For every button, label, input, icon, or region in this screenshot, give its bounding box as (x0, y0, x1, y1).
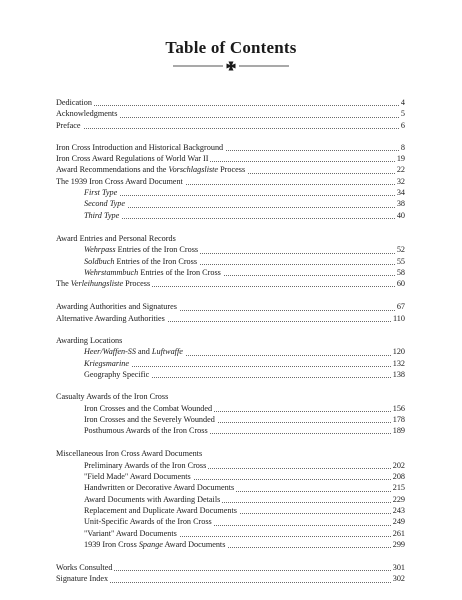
toc-section-heading: Casualty Awards of the Iron Cross (56, 392, 169, 402)
toc-entry[interactable] (56, 516, 405, 527)
page-title: Table of Contents (165, 38, 297, 57)
toc-entry-label: Acknowledgments (56, 109, 118, 119)
toc-page-number: 60 (396, 279, 405, 289)
toc-entry[interactable] (56, 278, 405, 289)
toc-entry-label: Iron Cross Introduction and Historical Background (56, 142, 224, 152)
toc-page-number: 58 (396, 267, 405, 277)
toc-entry[interactable] (56, 164, 405, 175)
toc-page-number: 249 (392, 517, 405, 527)
toc-entry-label: Award Documents with Awarding Details (56, 495, 222, 504)
toc-section-heading: Awarding Locations (56, 336, 123, 346)
toc-page-number: 52 (396, 245, 405, 255)
toc-entry[interactable] (56, 482, 405, 493)
toc-entry-label: Dedication (56, 98, 92, 107)
toc-page-number: 229 (392, 494, 405, 504)
toc-entry-label: Works Consulted (56, 563, 113, 573)
toc-entry[interactable] (56, 142, 405, 153)
toc-entry[interactable] (56, 313, 405, 324)
toc-entry[interactable] (56, 108, 405, 119)
toc-entry[interactable] (56, 187, 405, 198)
toc-entry[interactable] (56, 244, 405, 255)
toc-entry-label: Preliminary Awards of the Iron Cross (56, 461, 208, 470)
toc-page-number: 243 (392, 505, 405, 515)
toc-entry[interactable] (56, 494, 405, 505)
toc-page-number: 55 (396, 256, 405, 266)
toc-entry-label: Soldbuch Entries of the Iron Cross (56, 257, 199, 266)
toc-entry[interactable] (56, 528, 405, 539)
toc-page-number: 299 (392, 539, 405, 549)
toc-entry[interactable] (56, 573, 405, 584)
toc-entry[interactable] (56, 176, 405, 187)
toc-page-number: 202 (392, 460, 405, 470)
toc-page-number: 110 (393, 313, 405, 323)
toc-page-number: 120 (392, 347, 405, 357)
toc-page-number: 189 (392, 426, 405, 436)
toc-entry-label: 1939 Iron Cross Spange Award Documents (56, 540, 227, 549)
toc-page-number: 40 (396, 210, 405, 220)
toc-entry-label: "Field Made" Award Documents (56, 472, 193, 481)
toc-page-number: 8 (400, 142, 405, 152)
toc-page-number: 6 (400, 120, 405, 130)
leader-dots (56, 105, 405, 106)
toc-entry-label: Wehrpass Entries of the Iron Cross (56, 245, 200, 254)
toc-entry-label: Replacement and Duplicate Award Documents (56, 506, 239, 515)
toc-page-number: 34 (396, 188, 405, 198)
toc-entry-label: The 1939 Iron Cross Award Document (56, 176, 183, 186)
toc-entry[interactable] (56, 414, 405, 425)
toc-entry[interactable] (56, 120, 405, 131)
toc-entry-label: Geography Specific (56, 370, 151, 379)
toc-entry-label: Award Recommendations and the Vorschlagsliste Process (56, 165, 246, 175)
toc-page-number: 138 (392, 369, 405, 379)
iron-cross-ornament-icon (171, 60, 291, 72)
toc-page-number: 38 (396, 199, 405, 209)
toc-entry[interactable] (56, 153, 405, 164)
toc-section-heading: Miscellaneous Iron Cross Award Documents (56, 449, 203, 459)
toc-entry-label: "Variant" Award Documents (56, 529, 179, 538)
toc-entry-label: Iron Cross Award Regulations of World War II (56, 154, 209, 164)
toc-entry-label: Second Type (56, 199, 127, 208)
toc-entry[interactable] (56, 471, 405, 482)
toc-entry-label: Iron Crosses and the Severely Wounded (56, 415, 217, 424)
toc-entry[interactable] (56, 198, 405, 209)
toc-entry-label: Wehrstammbuch Entries of the Iron Cross (56, 268, 223, 277)
toc-entry[interactable] (56, 460, 405, 471)
toc-entry-label: Third Type (56, 211, 121, 220)
toc-entry[interactable] (56, 539, 405, 550)
toc-entry[interactable] (56, 346, 405, 357)
toc-page-number: 5 (400, 109, 405, 119)
toc-page-number: 215 (392, 483, 405, 493)
toc-page-number: 19 (396, 154, 405, 164)
leader-dots (56, 128, 405, 129)
toc-entry[interactable] (56, 403, 405, 414)
toc-entry-label: Unit-Specific Awards of the Iron Cross (56, 517, 214, 526)
toc-page-number: 4 (400, 98, 405, 107)
toc-page-number: 22 (396, 165, 405, 175)
toc-entry-label: Awarding Authorities and Signatures (56, 302, 177, 312)
toc-page-number: 178 (392, 414, 405, 424)
toc-entry[interactable] (56, 210, 405, 221)
toc-entry[interactable] (56, 97, 405, 108)
toc-entry[interactable] (56, 358, 405, 369)
toc-entry-label: Alternative Awarding Authorities (56, 313, 165, 323)
toc-entry-label: Iron Crosses and the Combat Wounded (56, 404, 214, 413)
toc-entry-label: Heer/Waffen-SS and Luftwaffe (56, 347, 185, 356)
toc-page-number: 132 (392, 358, 405, 368)
toc-page-number: 302 (392, 574, 405, 584)
toc-entry-label: Handwritten or Decorative Award Documents (56, 483, 236, 492)
toc-entry-label: Preface (56, 120, 81, 130)
toc-page-number: 32 (396, 176, 405, 186)
toc-page-number: 67 (396, 302, 405, 312)
toc-entry[interactable] (56, 301, 405, 312)
toc-entry[interactable] (56, 256, 405, 267)
toc-section-heading: Award Entries and Personal Records (56, 233, 176, 243)
toc-entry[interactable] (56, 369, 405, 380)
toc-page-number: 261 (392, 528, 405, 538)
toc-entry-label: The Verleihungsliste Process (56, 279, 151, 289)
toc-entry[interactable] (56, 267, 405, 278)
toc-entry[interactable] (56, 425, 405, 436)
table-of-contents (56, 97, 405, 585)
toc-entry-label: Posthumous Awards of the Iron Cross (56, 426, 210, 435)
toc-entry-label: First Type (56, 188, 119, 197)
toc-page-number: 208 (392, 472, 405, 482)
toc-entry[interactable] (56, 562, 405, 573)
toc-entry[interactable] (56, 505, 405, 516)
toc-page-number: 156 (392, 403, 405, 413)
toc-entry-label: Signature Index (56, 574, 109, 584)
toc-entry-label: Kriegsmarine (56, 359, 131, 368)
toc-page-number: 301 (392, 563, 405, 573)
